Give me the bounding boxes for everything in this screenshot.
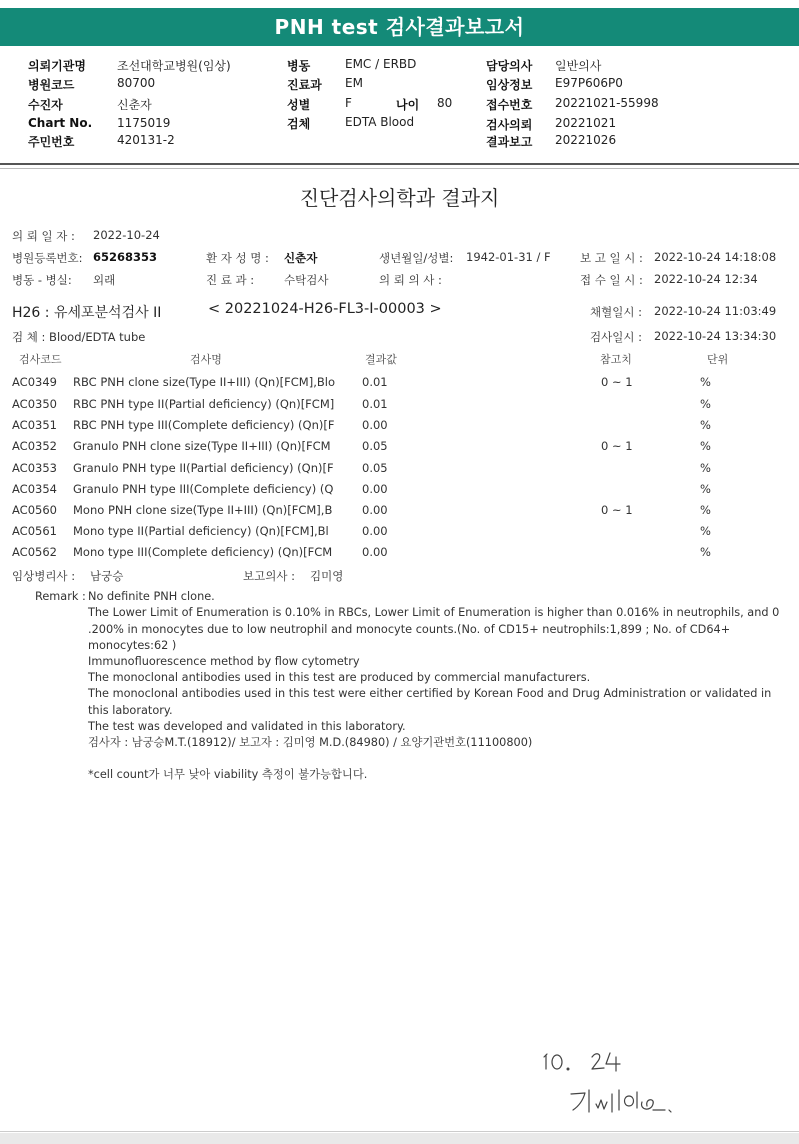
remark-line: The monoclonal antibodies used in this test are produced by commercial manufacturers. (88, 671, 591, 684)
value-dept: 수탁검사 (284, 273, 329, 287)
cell-result: 0.00 (362, 545, 388, 559)
label-patient-name: 환 자 성 명 : (206, 251, 269, 265)
cell-code: AC0561 (12, 524, 57, 538)
divider (0, 168, 799, 169)
label-receipt-no: 접수번호 (486, 98, 533, 112)
label-specimen: 검체 (287, 117, 311, 131)
cell-result: 0.05 (362, 461, 388, 475)
cell-unit: % (700, 545, 711, 559)
value-draw-date: 2022-10-24 11:03:49 (654, 304, 777, 318)
test-title: H26 : 유세포분석검사 II (12, 305, 162, 321)
remark-line: .200% in monocytes due to low neutrophil and monocyte counts.(No. of CD15+ neutrophils:1,899 ; No. of CD64+ (88, 623, 731, 636)
label-clinical-info: 임상정보 (486, 78, 533, 92)
remark-line: monocytes:62 ) (88, 639, 177, 652)
label-reporting-doctor: 보고의사 : (243, 569, 295, 583)
footer-strip (0, 1133, 799, 1144)
remark-line: The test was developed and validated in this laboratory. (88, 720, 406, 733)
value-clinical-info: E97P606P0 (555, 76, 623, 90)
value-receipt-no: 20221021-55998 (555, 96, 659, 110)
label-resident-no: 주민번호 (28, 135, 75, 149)
label-age: 나이 (396, 98, 420, 112)
value-request-date: 2022-10-24 (93, 228, 160, 242)
cell-name: Mono PNH clone size(Type II+III) (Qn)[FCM],B (73, 503, 333, 517)
value-reporting-doctor: 김미영 (310, 569, 344, 583)
cell-result: 0.01 (362, 397, 388, 411)
th-result: 결과값 (365, 353, 397, 366)
cell-unit: % (700, 397, 711, 411)
divider (0, 1131, 799, 1132)
label-report-date: 보 고 일 시 : (580, 251, 643, 265)
cell-code: AC0352 (12, 439, 57, 453)
label-request-date: 의 뢰 일 자 : (12, 229, 75, 243)
value-dob: 1942-01-31 / F (466, 250, 551, 264)
cell-code: AC0562 (12, 545, 57, 559)
label-doctor: 의 뢰 의 사 : (379, 273, 442, 287)
value-age: 80 (437, 96, 453, 110)
cell-result: 0.01 (362, 375, 388, 389)
cell-code: AC0351 (12, 418, 57, 432)
label-sex: 성별 (287, 98, 311, 112)
label-ward: 병동 (287, 59, 311, 73)
value-clinical-technologist: 남궁승 (90, 569, 124, 583)
handwritten-date (540, 1045, 635, 1075)
cell-code: AC0560 (12, 503, 57, 517)
value-attending: 일반의사 (555, 59, 602, 73)
label-test-request: 검사의뢰 (486, 118, 533, 132)
cell-code: AC0350 (12, 397, 57, 411)
value-report-date: 2022-10-24 14:18:08 (654, 250, 777, 264)
cell-result: 0.00 (362, 524, 388, 538)
value-result-report: 20221026 (555, 133, 617, 147)
cell-unit: % (700, 418, 711, 432)
label-department: 진료과 (287, 78, 322, 92)
cell-name: Mono type II(Partial deficiency) (Qn)[FCM],Bl (73, 524, 329, 538)
cell-unit: % (700, 524, 711, 538)
label-draw-date: 채혈일시 : (590, 305, 642, 319)
cell-result: 0.00 (362, 418, 388, 432)
specimen-line: 검 체 : Blood/EDTA tube (12, 330, 146, 344)
cell-code: AC0354 (12, 482, 57, 496)
value-resident-no: 420131-2 (117, 133, 175, 147)
th-reference: 참고치 (600, 353, 632, 366)
label-ward-room: 병동 - 병실: (12, 273, 72, 287)
report-title: 진단검사의학과 결과지 (299, 186, 500, 210)
label-chart-no: Chart No. (28, 116, 93, 130)
value-patient-name: 신춘자 (284, 251, 318, 265)
remark-label: Remark : (35, 590, 86, 603)
divider (0, 163, 799, 165)
cell-code: AC0349 (12, 375, 57, 389)
label-reg-no: 병원등록번호: (12, 251, 83, 265)
remark-line: 검사자 : 남궁승M.T.(18912)/ 보고자 : 김미영 M.D.(84980) / 요양기관번호(11100800) (88, 736, 533, 749)
cell-result: 0.00 (362, 503, 388, 517)
remark-line: this laboratory. (88, 704, 173, 717)
value-institution: 조선대학교병원(임상) (117, 59, 231, 73)
cell-unit: % (700, 375, 711, 389)
cell-code: AC0353 (12, 461, 57, 475)
value-sex: F (345, 96, 352, 110)
value-receipt-date: 2022-10-24 12:34 (654, 272, 758, 286)
cell-unit: % (700, 482, 711, 496)
value-specimen: EDTA Blood (345, 115, 415, 129)
label-institution: 의뢰기관명 (28, 59, 86, 73)
remark-line: No definite PNH clone. (88, 590, 215, 603)
value-ward-room: 외래 (93, 273, 116, 287)
value-patient: 신춘자 (117, 98, 152, 112)
label-patient: 수진자 (28, 98, 63, 112)
value-reg-no: 65268353 (93, 250, 158, 264)
cell-reference: 0 ~ 1 (601, 503, 633, 517)
cell-name: RBC PNH clone size(Type II+III) (Qn)[FCM],Blo (73, 375, 335, 389)
th-name: 검사명 (190, 353, 222, 366)
label-clinical-technologist: 임상병리사 : (12, 569, 76, 583)
cell-name: Granulo PNH clone size(Type II+III) (Qn)[FCM (73, 439, 331, 453)
label-hospital-code: 병원코드 (28, 78, 75, 92)
th-code: 검사코드 (19, 353, 62, 366)
label-attending: 담당의사 (486, 59, 533, 73)
cell-unit: % (700, 439, 711, 453)
value-hospital-code: 80700 (117, 76, 156, 90)
page-title: PNH test 검사결과보고서 (274, 15, 525, 39)
value-department: EM (345, 76, 363, 90)
cell-result: 0.00 (362, 482, 388, 496)
test-code: < 20221024-H26-FL3-I-00003 > (208, 301, 442, 317)
label-test-date: 검사일시 : (590, 330, 642, 344)
remark-line: The Lower Limit of Enumeration is 0.10% in RBCs, Lower Limit of Enumeration is higher than 0.016% in neutrophils, and 0 (88, 606, 780, 619)
value-ward: EMC / ERBD (345, 57, 417, 71)
remark-line: Immunofluorescence method by flow cytometry (88, 655, 360, 668)
label-result-report: 결과보고 (486, 135, 533, 149)
remark-line: The monoclonal antibodies used in this test were either certified by Korean Food and Drug Administration or validated in (88, 687, 772, 700)
label-dob: 생년월일/성별: (379, 251, 454, 265)
handwritten-signature (565, 1082, 685, 1120)
value-chart-no: 1175019 (117, 116, 171, 130)
cell-unit: % (700, 503, 711, 517)
cell-unit: % (700, 461, 711, 475)
cell-reference: 0 ~ 1 (601, 375, 633, 389)
cell-name: Granulo PNH type II(Partial deficiency) (Qn)[F (73, 461, 334, 475)
cell-reference: 0 ~ 1 (601, 439, 633, 453)
label-dept: 진 료 과 : (206, 273, 255, 287)
cell-name: RBC PNH type III(Complete deficiency) (Qn)[F (73, 418, 335, 432)
value-test-request: 20221021 (555, 116, 617, 130)
cell-name: Granulo PNH type III(Complete deficiency) (Q (73, 482, 334, 496)
label-receipt-date: 접 수 일 시 : (580, 273, 643, 287)
cell-result: 0.05 (362, 439, 388, 453)
value-test-date: 2022-10-24 13:34:30 (654, 329, 777, 343)
cell-name: Mono type III(Complete deficiency) (Qn)[FCM (73, 545, 333, 559)
cell-name: RBC PNH type II(Partial deficiency) (Qn)[FCM] (73, 397, 335, 411)
remark-note: *cell count가 너무 낮아 viability 측정이 불가능합니다. (88, 768, 368, 781)
th-unit: 단위 (707, 353, 729, 366)
